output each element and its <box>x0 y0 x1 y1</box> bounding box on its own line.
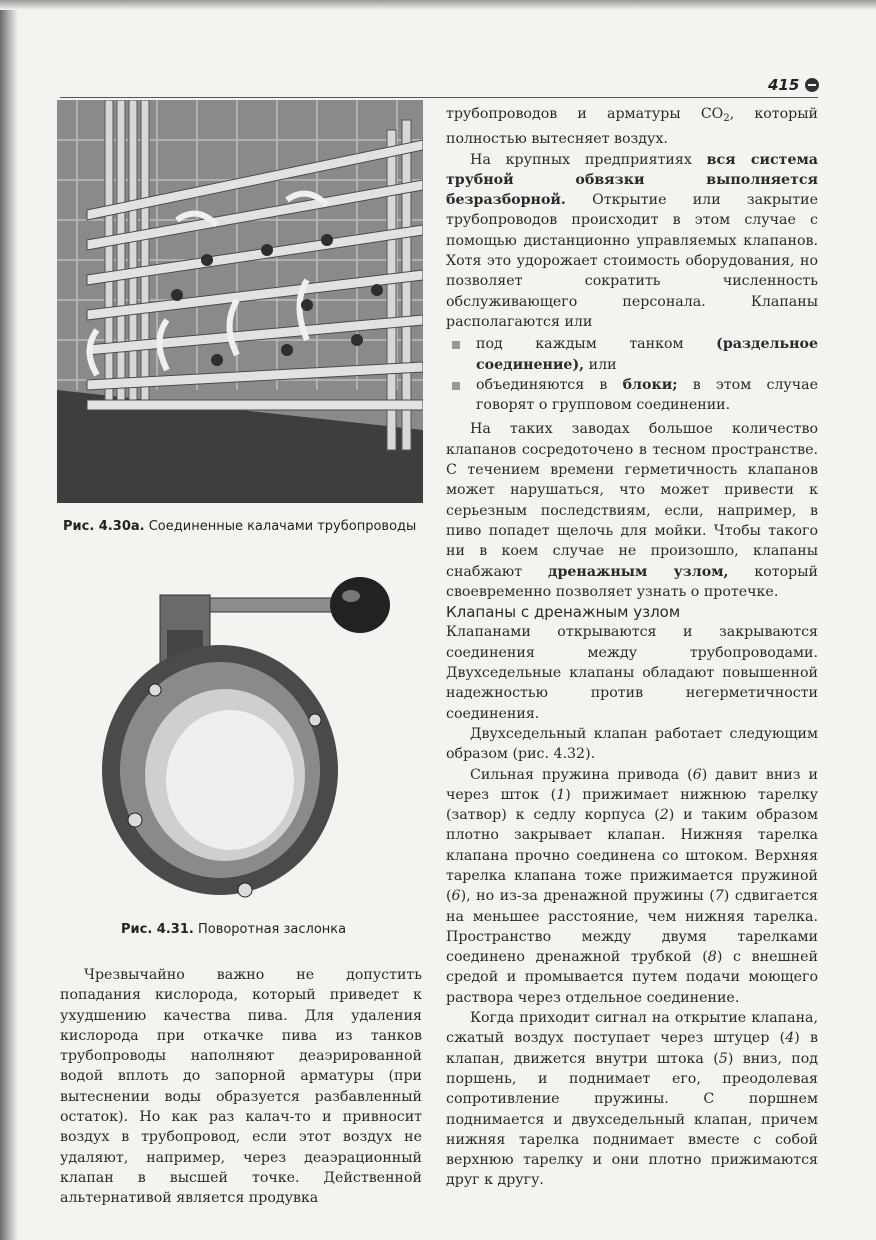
header-rule <box>60 97 818 98</box>
paragraph: Когда приходит сигнал на открытие клапана, сжатый воздух поступает через штуцер (4) в клапан, движется внутри штока (5) вниз, под поршень, и поднимает его, преодолевая сопротивление пружины. С поршнем поднимается и двухседельный клапан, причем нижняя тарелка поднимает вместе с собой верхнюю тарелку и они плотно прижимаются друг к другу. <box>446 1010 819 1189</box>
list-item: объединяются в блоки; в этом случае говорят о групповом соединении. <box>446 375 818 416</box>
figure-butterfly-valve-photo <box>95 570 395 910</box>
paragraph: Чрезвычайно важно не допустить попадания кислорода, который приведет к ухудшению качества пива. Для удаления кислорода при откачке пива из танков трубопроводы наполняют деаэрированной водой вплоть до запорной арматуры (при вытеснении воды образуется разбавленный остаток). Но как раз калач-то и привносит воздух в трубопровод, если этот воздух не удаляют, например, через деаэрационный клапан в высшей точке. Действенной альтернативой является продувка <box>60 967 422 1207</box>
scan-edge-left <box>0 0 18 1240</box>
paragraph: На крупных предприятиях вся система трубной обвязки выполняется безразборной. Открытие или закрытие трубопроводов происходит в этом случае с помощью дистанционно управляемых клапанов. Хотя это удорожает стоимость оборудования, но позволяет сократить численность обслуживающего персонала. Клапаны располагаются или <box>446 151 818 330</box>
left-column <box>60 965 422 1209</box>
bullet-list <box>446 334 818 415</box>
page-number: 415 <box>768 76 800 94</box>
paragraph: трубопроводов и арматуры $CO_2$, который полностью вытесняет воздух. <box>446 106 819 148</box>
paragraph: На таких заводах большое количество клапанов сосредоточено в тесном пространстве. С течением времени герметичность клапанов может нарушаться, что может привести к серьезным последствиям, если, например, в пиво попадет щелочь для мойки. Чтобы такого ни в коем случае не произошло, клапаны снабжают дренажным узлом, который своевременно позволяет узнать о протечке. <box>446 421 819 600</box>
figure-430a-caption: Рис. 4.30а. Соединенные калачами трубопроводы <box>63 519 417 534</box>
page-mark-icon <box>805 78 819 92</box>
paragraph: Двухседельный клапан работает следующим образом (рис. 4.32). <box>446 725 818 763</box>
section-title: Клапаны с дренажным узлом <box>446 603 681 622</box>
figure-431-caption: Рис. 4.31. Поворотная заслонка <box>121 922 347 937</box>
right-column <box>446 104 818 1191</box>
list-item: под каждым танком (раздельное соединение), или <box>446 334 818 375</box>
paragraph: Клапанами открываются и закрываются соединения между трубопроводами. Двухседельные клапаны обладают повышенной надежностью против негерметичности соединения. <box>446 624 818 722</box>
figure-pipework-photo <box>57 100 423 503</box>
paragraph: Сильная пружина привода (6) давит вниз и через шток (1) прижимает нижнюю тарелку (затвор) к седлу корпуса (2) и таким образом плотно закрывает клапан. Нижняя тарелка клапана прочно соединена со штоком. Верхняя тарелка клапана тоже прижимается пружиной (6), но из-за дренажной пружины (7) сдвигается на меньшее расстояние, чем нижняя тарелка. Пространство между двумя тарелками соединено дренажной трубкой (8) с внешней средой и промывается путем подачи моющего раствора через отдельное соединение. <box>446 766 818 1006</box>
scan-edge-top <box>0 0 876 10</box>
